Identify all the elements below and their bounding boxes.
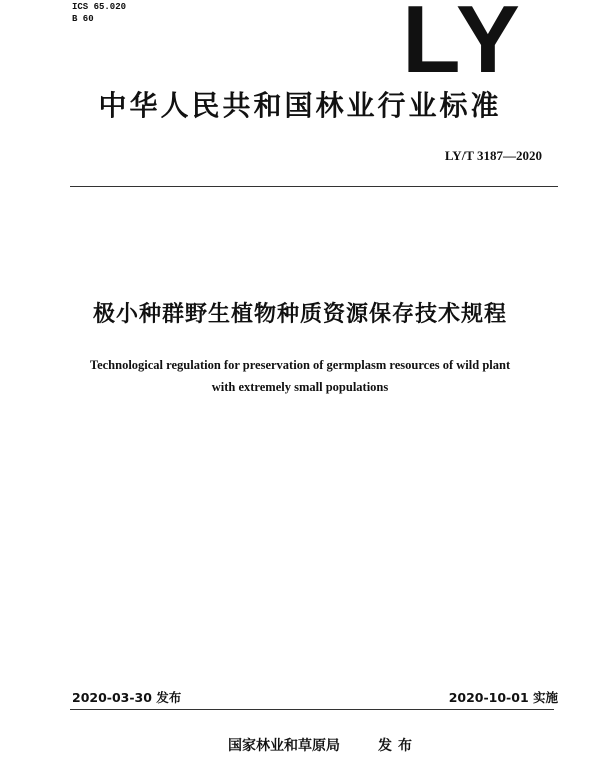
ics-code: ICS 65.020 (72, 2, 127, 12)
document-title-en-line2: with extremely small populations (211, 380, 389, 394)
standard-number: LY/T 3187—2020 (444, 148, 542, 163)
implementation-date: 2020-10-01 实施 (448, 690, 558, 705)
top-divider (70, 186, 558, 187)
bottom-divider (70, 709, 554, 710)
publish-label: 发布 (378, 738, 418, 754)
issue-date: 2020-03-30 发布 (72, 690, 182, 705)
document-title-cn: 极小种群野生植物种质资源保存技术规程 (92, 302, 507, 327)
org-title: 中华人民共和国林业行业标准 (98, 89, 502, 122)
document-title-en-line1: Technological regulation for preservation of germplasm resources of wild plant (89, 358, 511, 372)
publisher: 国家林业和草原局 (228, 738, 340, 754)
standard-logo: LY (402, 0, 524, 93)
classification-code: B 60 (72, 14, 94, 24)
